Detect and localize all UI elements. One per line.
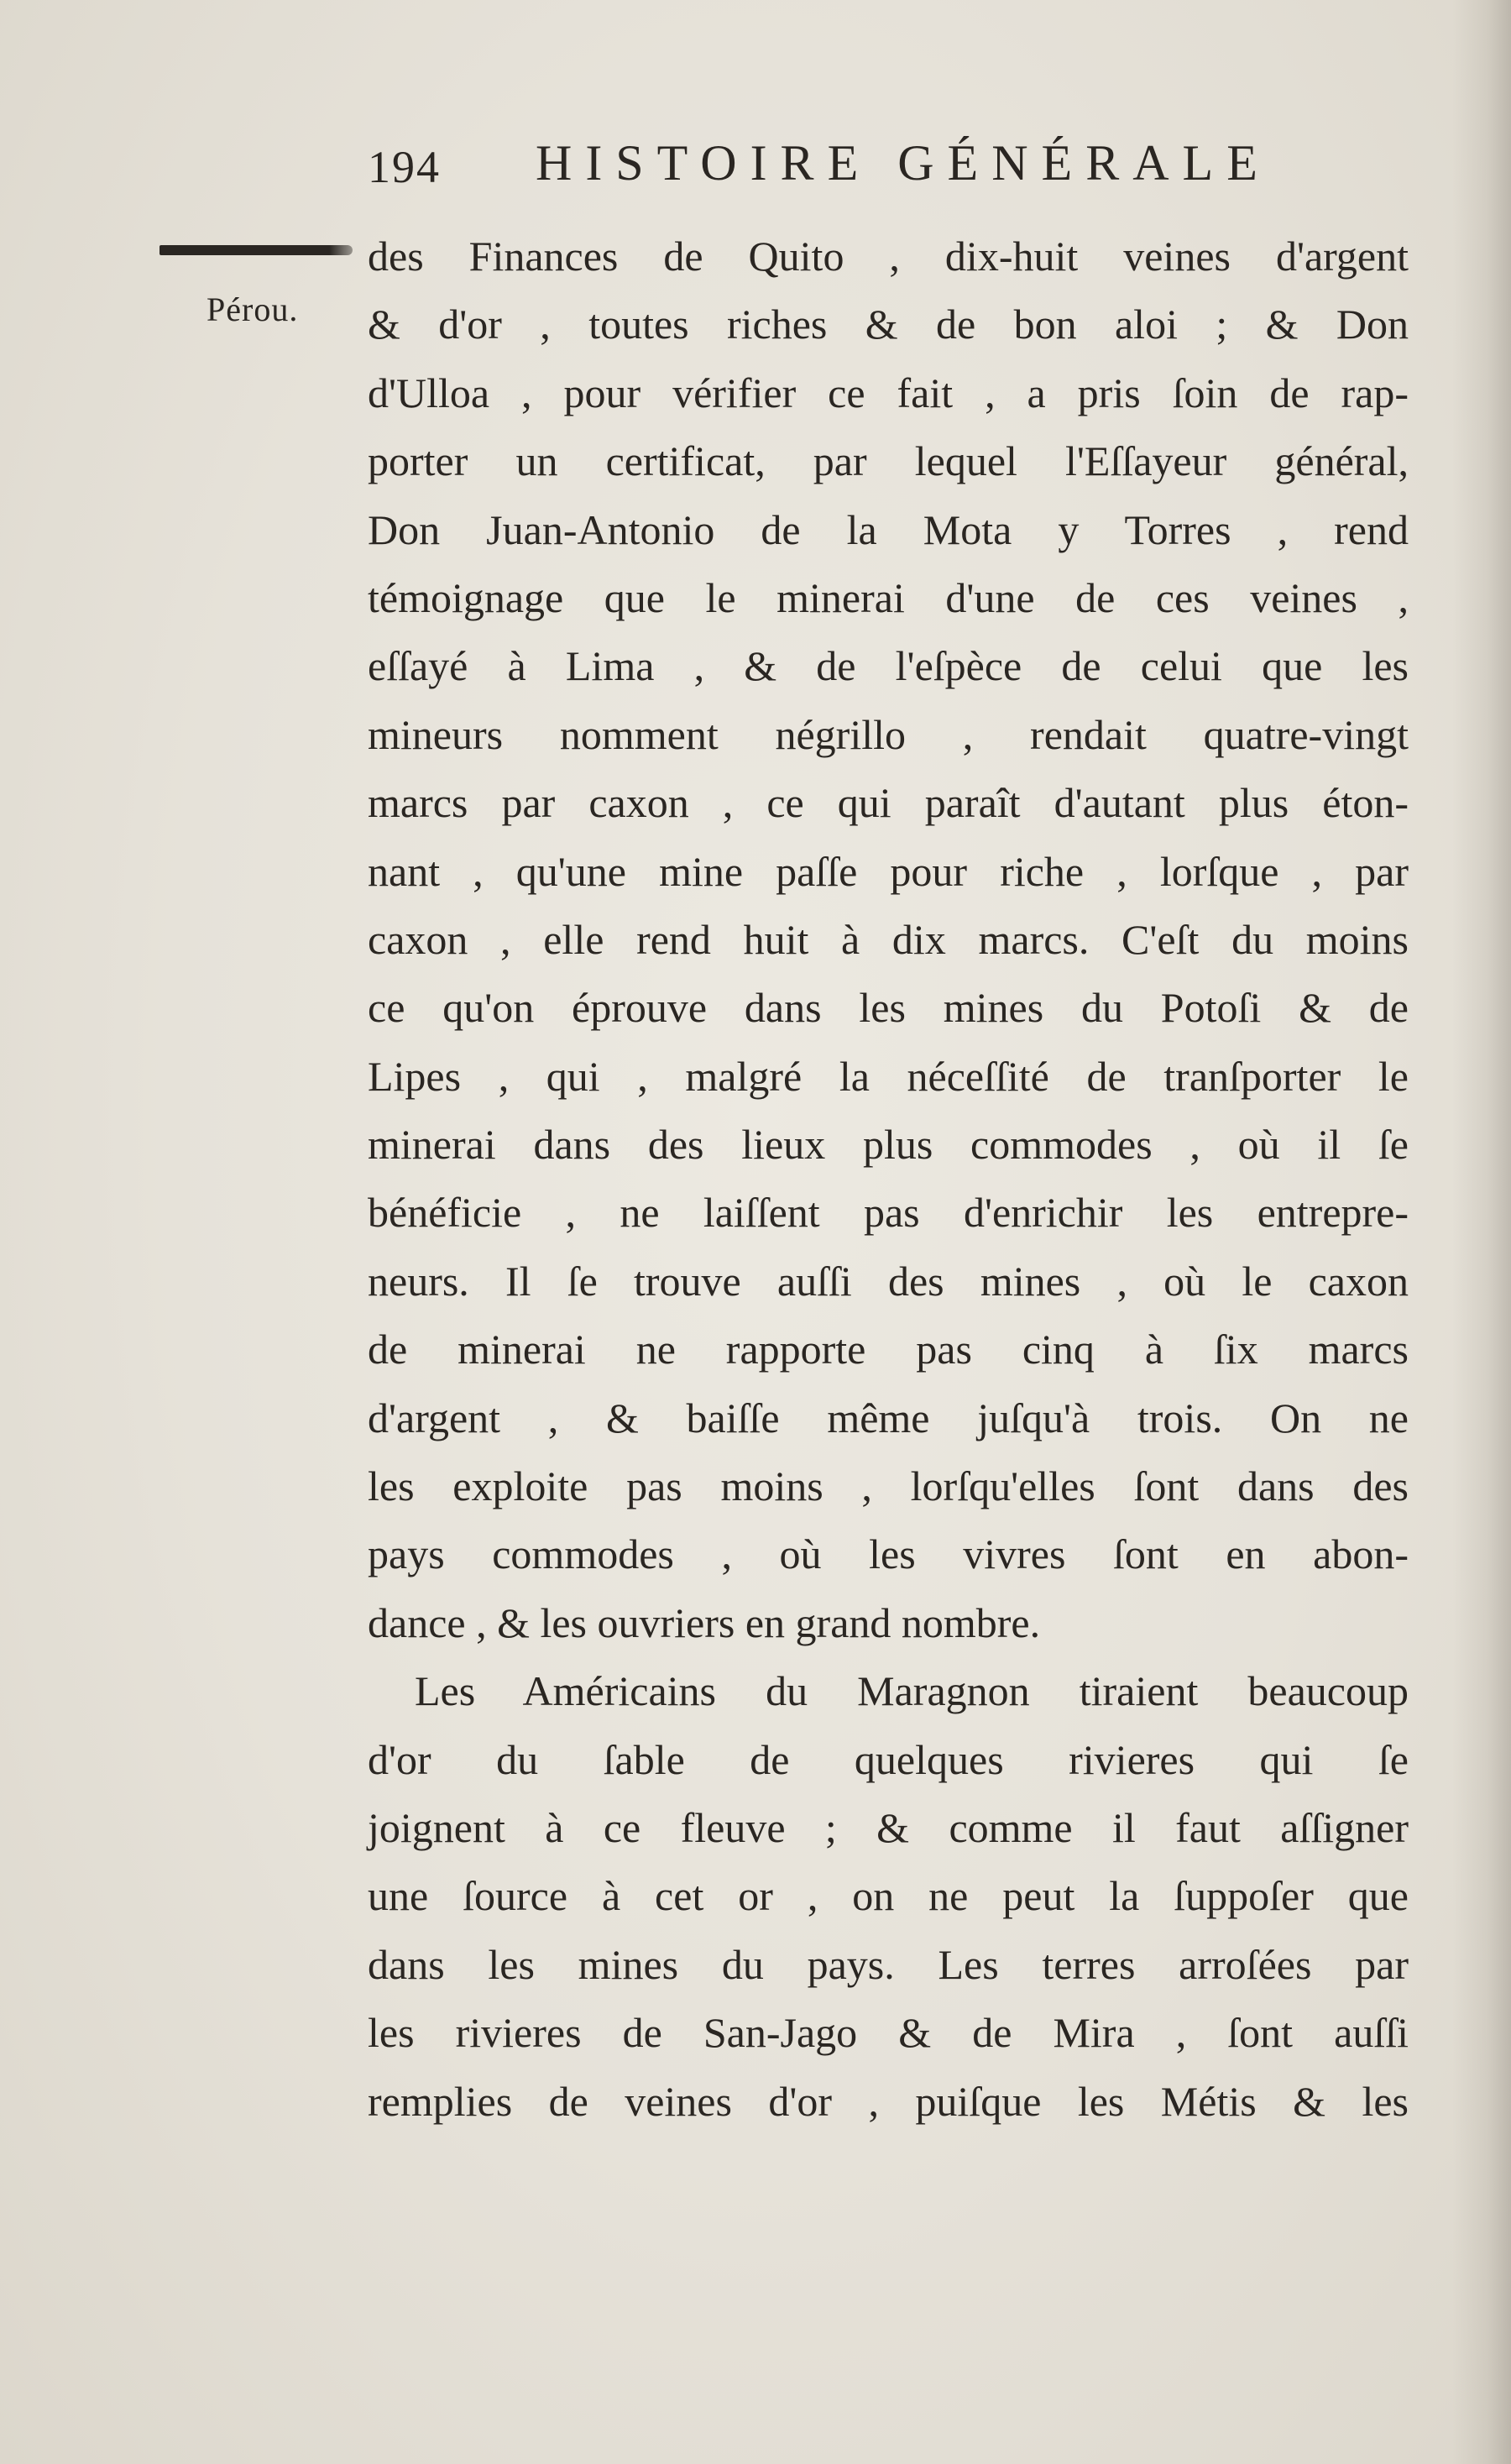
text-line: & d'or , toutes riches & de bon aloi ; & Don [368,301,1409,348]
text-line: eſſayé à Lima , & de l'eſpèce de celui que les [368,642,1409,690]
text-line: bénéficie , ne laiſſent pas d'enrichir les entrepre- [368,1189,1409,1237]
margin-note: Pérou. [207,290,299,328]
text-line: dance , & les ouvriers en grand nombre. [368,1598,1041,1646]
text-line: ce qu'on éprouve dans les mines du Potoſi & de [368,984,1409,1032]
text-line: les rivieres de San-Jago & de Mira , ſont auſſi [368,2009,1409,2057]
text-line: caxon , elle rend huit à dix marcs. C'eſt du moins [368,915,1409,963]
text-line: mineurs nomment négrillo , rendait quatre-vingt [368,710,1409,758]
page-fold-shadow [1452,0,1511,2464]
text-line: neurs. Il ſe trouve auſſi des mines , où le caxon [368,1257,1409,1305]
text-line: Lipes , qui , malgré la néceſſité de tranſporter le [368,1052,1409,1100]
text-line: témoignage que le minerai d'une de ces veines , [368,573,1409,621]
text-line: de minerai ne rapporte pas cinq à ſix marcs [368,1326,1409,1373]
text-line: joignent à ce fleuve ; & comme il faut aſſigner [368,1803,1409,1851]
text-line: des Finances de Quito , dix-huit veines d'argent [368,233,1409,280]
text-line: les exploite pas moins , lorſqu'elles ſont dans des [368,1462,1409,1510]
text-line: minerai dans des lieux plus commodes , où il ſe [368,1121,1409,1169]
text-line: d'Ulloa , pour vérifier ce fait , a pris ſoin de rap- [368,369,1409,416]
running-head [368,134,1325,210]
text-line: remplies de veines d'or , puiſque les Métis & les [368,2077,1409,2125]
text-line: d'or du ſable de quelques rivieres qui ſe [368,1735,1409,1783]
text-line: d'argent , & baiſſe même juſqu'à trois. On ne [368,1394,1409,1441]
page-number: 194 [368,142,441,192]
margin-rule [159,245,353,255]
text-line: pays commodes , où les vivres ſont en abon- [368,1530,1409,1578]
text-line: dans les mines du pays. Les terres arroſées par [368,1940,1409,1988]
text-line: porter un certificat, par lequel l'Eſſayeur général, [368,437,1409,485]
body-text [368,222,1409,2136]
text-line: une ſource à cet or , on ne peut la ſuppoſer que [368,1872,1409,1920]
text-line: Les Américains du Maragnon tiraient beaucoup [415,1667,1409,1715]
text-line: Don Juan-Antonio de la Mota y Torres , rend [368,505,1409,553]
running-title: HISTOIRE GÉNÉRALE [536,135,1271,191]
text-line: marcs par caxon , ce qui paraît d'autant plus éton- [368,779,1409,827]
text-line: nant , qu'une mine paſſe pour riche , lorſque , par [368,847,1409,895]
